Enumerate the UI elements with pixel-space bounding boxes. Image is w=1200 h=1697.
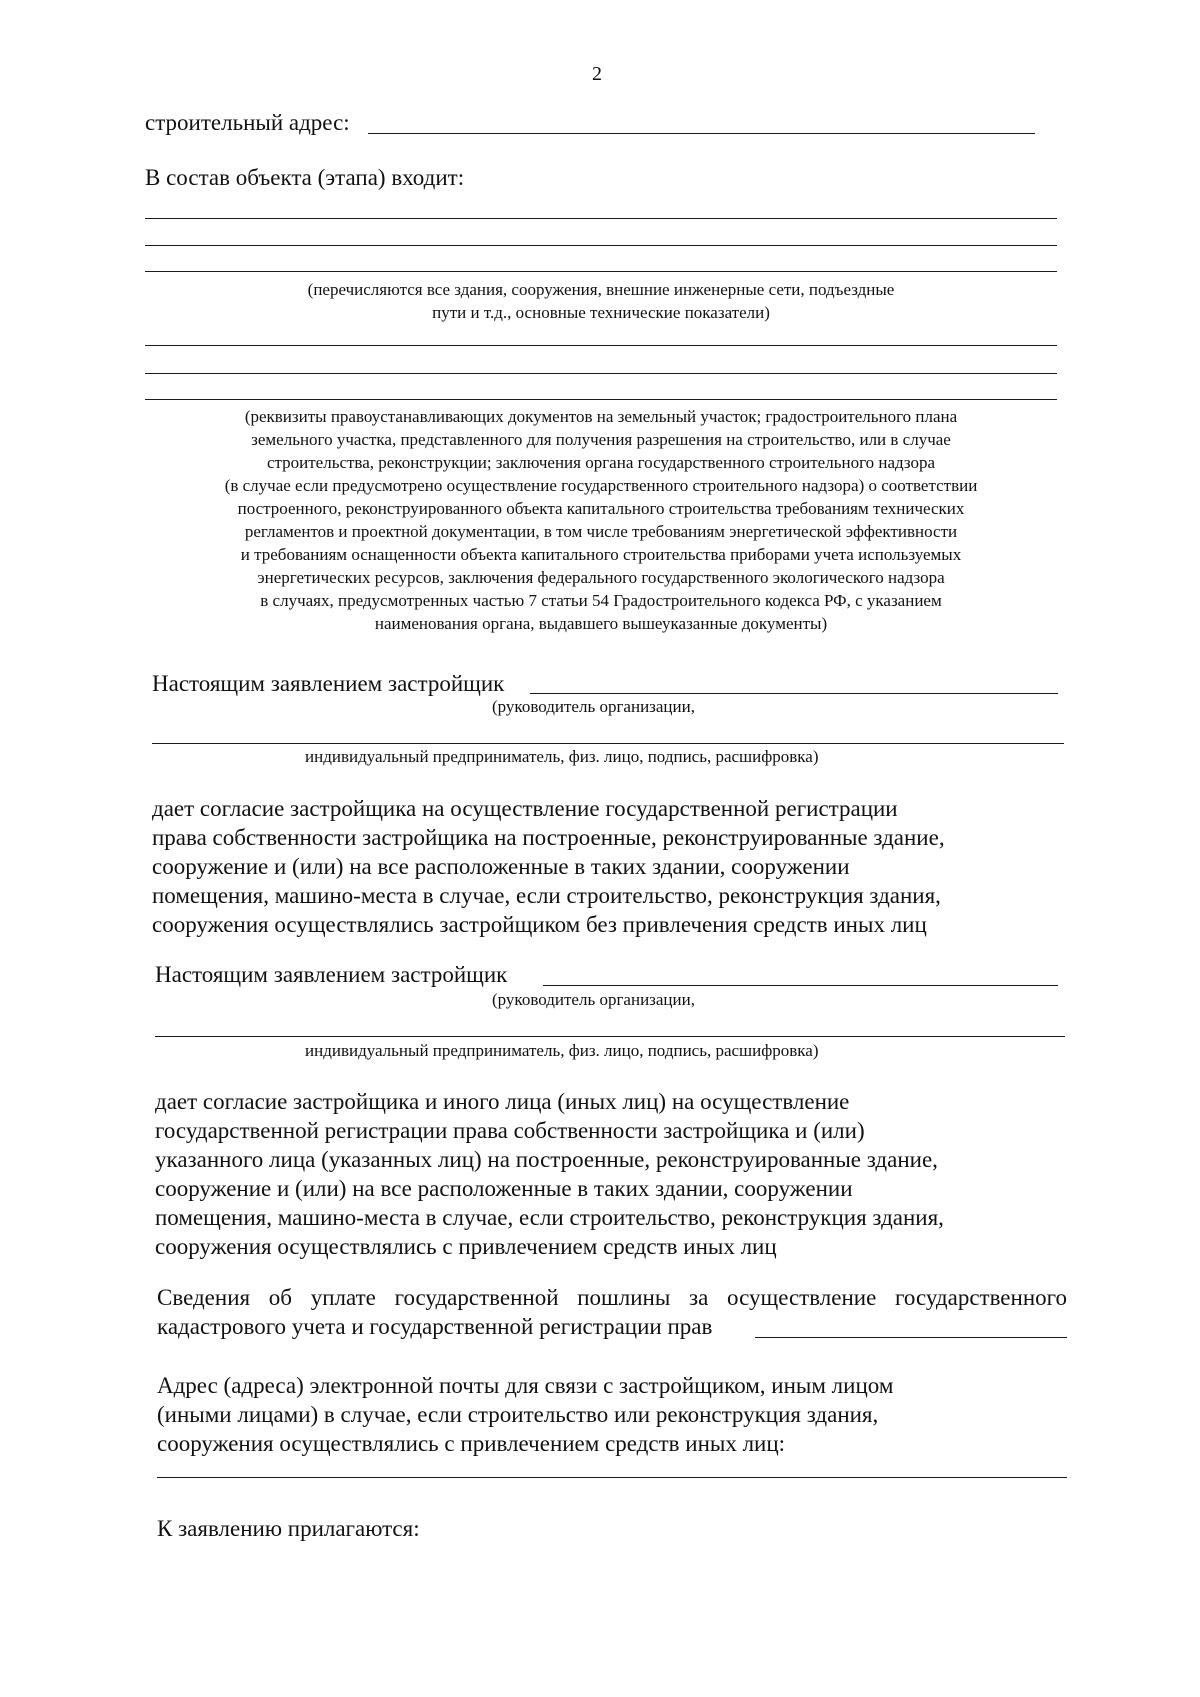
note-line: земельного участка, представленного для получения разрешения на строительство, или в случае [251,430,951,449]
address-label: строительный адрес: [145,110,350,135]
note-line: (реквизиты правоустанавливающих документов на земельный участок; градостроительного плана [244,407,958,426]
text-line: сооружения осуществлялись с привлечением средств иных лиц: [157,1431,786,1456]
attachments-label: К заявлению прилагаются: [157,1516,420,1541]
text-line: дает согласие застройщика на осуществление государственной регистрации [152,796,898,821]
text-line: дает согласие застройщика и иного лица (иных лиц) на осуществление [155,1089,850,1114]
text-line: сооружения осуществлялись застройщиком без привлечения средств иных лиц [152,912,927,937]
consent-1-label: Настоящим заявлением застройщик [152,671,505,696]
note-line: (в случае если предусмотрено осуществление государственного строительного надзора) о соответствии [224,476,978,495]
consent-1-signature-field[interactable] [152,743,1064,744]
consent-1-developer-field[interactable] [530,693,1058,694]
text-line: (иными лицами) в случае, если строительство или реконструкция здания, [157,1402,879,1427]
text-line: Адрес (адреса) электронной почты для связи с застройщиком, иным лицом [157,1373,894,1398]
consent-2-text [155,1087,944,1261]
fee-info-line-1: Сведения об уплате государственной пошлины за осуществление государственного [157,1285,1067,1310]
fee-info-line-2: кадастрового учета и государственной регистрации прав [157,1314,713,1339]
text-line: указанного лица (указанных лиц) на построенные, реконструированные здание, [155,1147,938,1172]
documents-field-2[interactable] [145,373,1057,374]
address-field[interactable] [368,133,1035,134]
text-line: сооружение и (или) на все расположенные в таких здании, сооружении [155,1176,853,1201]
email-field[interactable] [157,1477,1067,1478]
consent-1-caption-2: индивидуальный предприниматель, физ. лицо, подпись, расшифровка) [305,747,819,766]
documents-field-1[interactable] [145,345,1057,346]
note-line: регламентов и проектной документации, в том числе требованиям энергетической эффективности [244,522,958,541]
text-line: помещения, машино-места в случае, если строительство, реконструкция здания, [152,883,941,908]
note-line: энергетических ресурсов, заключения федерального государственного экологического надзора [257,568,945,587]
text-line: государственной регистрации права собственности застройщика и (или) [155,1118,865,1143]
note-line: построенного, реконструированного объекта капитального строительства требованиям технических [237,499,965,518]
text-line: права собственности застройщика на построенные, реконструированные здание, [152,825,945,850]
note-line: (перечисляются все здания, сооружения, внешние инженерные сети, подъездные [307,280,895,299]
note-line: пути и т.д., основные технические показатели) [432,303,770,322]
note-line: и требованиям оснащенности объекта капитального строительства приборами учета используемых [240,545,962,564]
documents-note [145,405,1057,635]
page-number: 2 [592,63,602,85]
text-line: сооружения осуществлялись с привлечением средств иных лиц [155,1234,777,1259]
consent-1-caption-1: (руководитель организации, [492,697,695,716]
consent-1-text [152,794,945,939]
note-line: наименования органа, выдавшего вышеуказанные документы) [374,614,828,633]
documents-field-3[interactable] [145,399,1057,400]
note-line: в случаях, предусмотренных частью 7 статьи 54 Градостроительного кодекса РФ, с указанием [260,591,942,610]
consent-2-label: Настоящим заявлением застройщик [155,962,508,987]
consent-2-signature-field[interactable] [155,1036,1065,1037]
object-composition-field-1[interactable] [145,218,1057,219]
email-info-text [157,1371,893,1458]
text-line: сооружение и (или) на все расположенные в таких здании, сооружении [152,854,850,879]
text-line: помещения, машино-места в случае, если строительство, реконструкция здания, [155,1205,944,1230]
object-composition-field-3[interactable] [145,271,1057,272]
object-composition-note [145,278,1057,324]
consent-2-developer-field[interactable] [543,985,1058,986]
fee-payment-field[interactable] [755,1337,1067,1338]
object-composition-field-2[interactable] [145,245,1057,246]
note-line: строительства, реконструкции; заключения органа государственного строительного надзора [266,453,936,472]
object-composition-heading: В состав объекта (этапа) входит: [145,165,465,190]
consent-2-caption-1: (руководитель организации, [492,990,695,1009]
consent-2-caption-2: индивидуальный предприниматель, физ. лицо, подпись, расшифровка) [305,1041,819,1060]
